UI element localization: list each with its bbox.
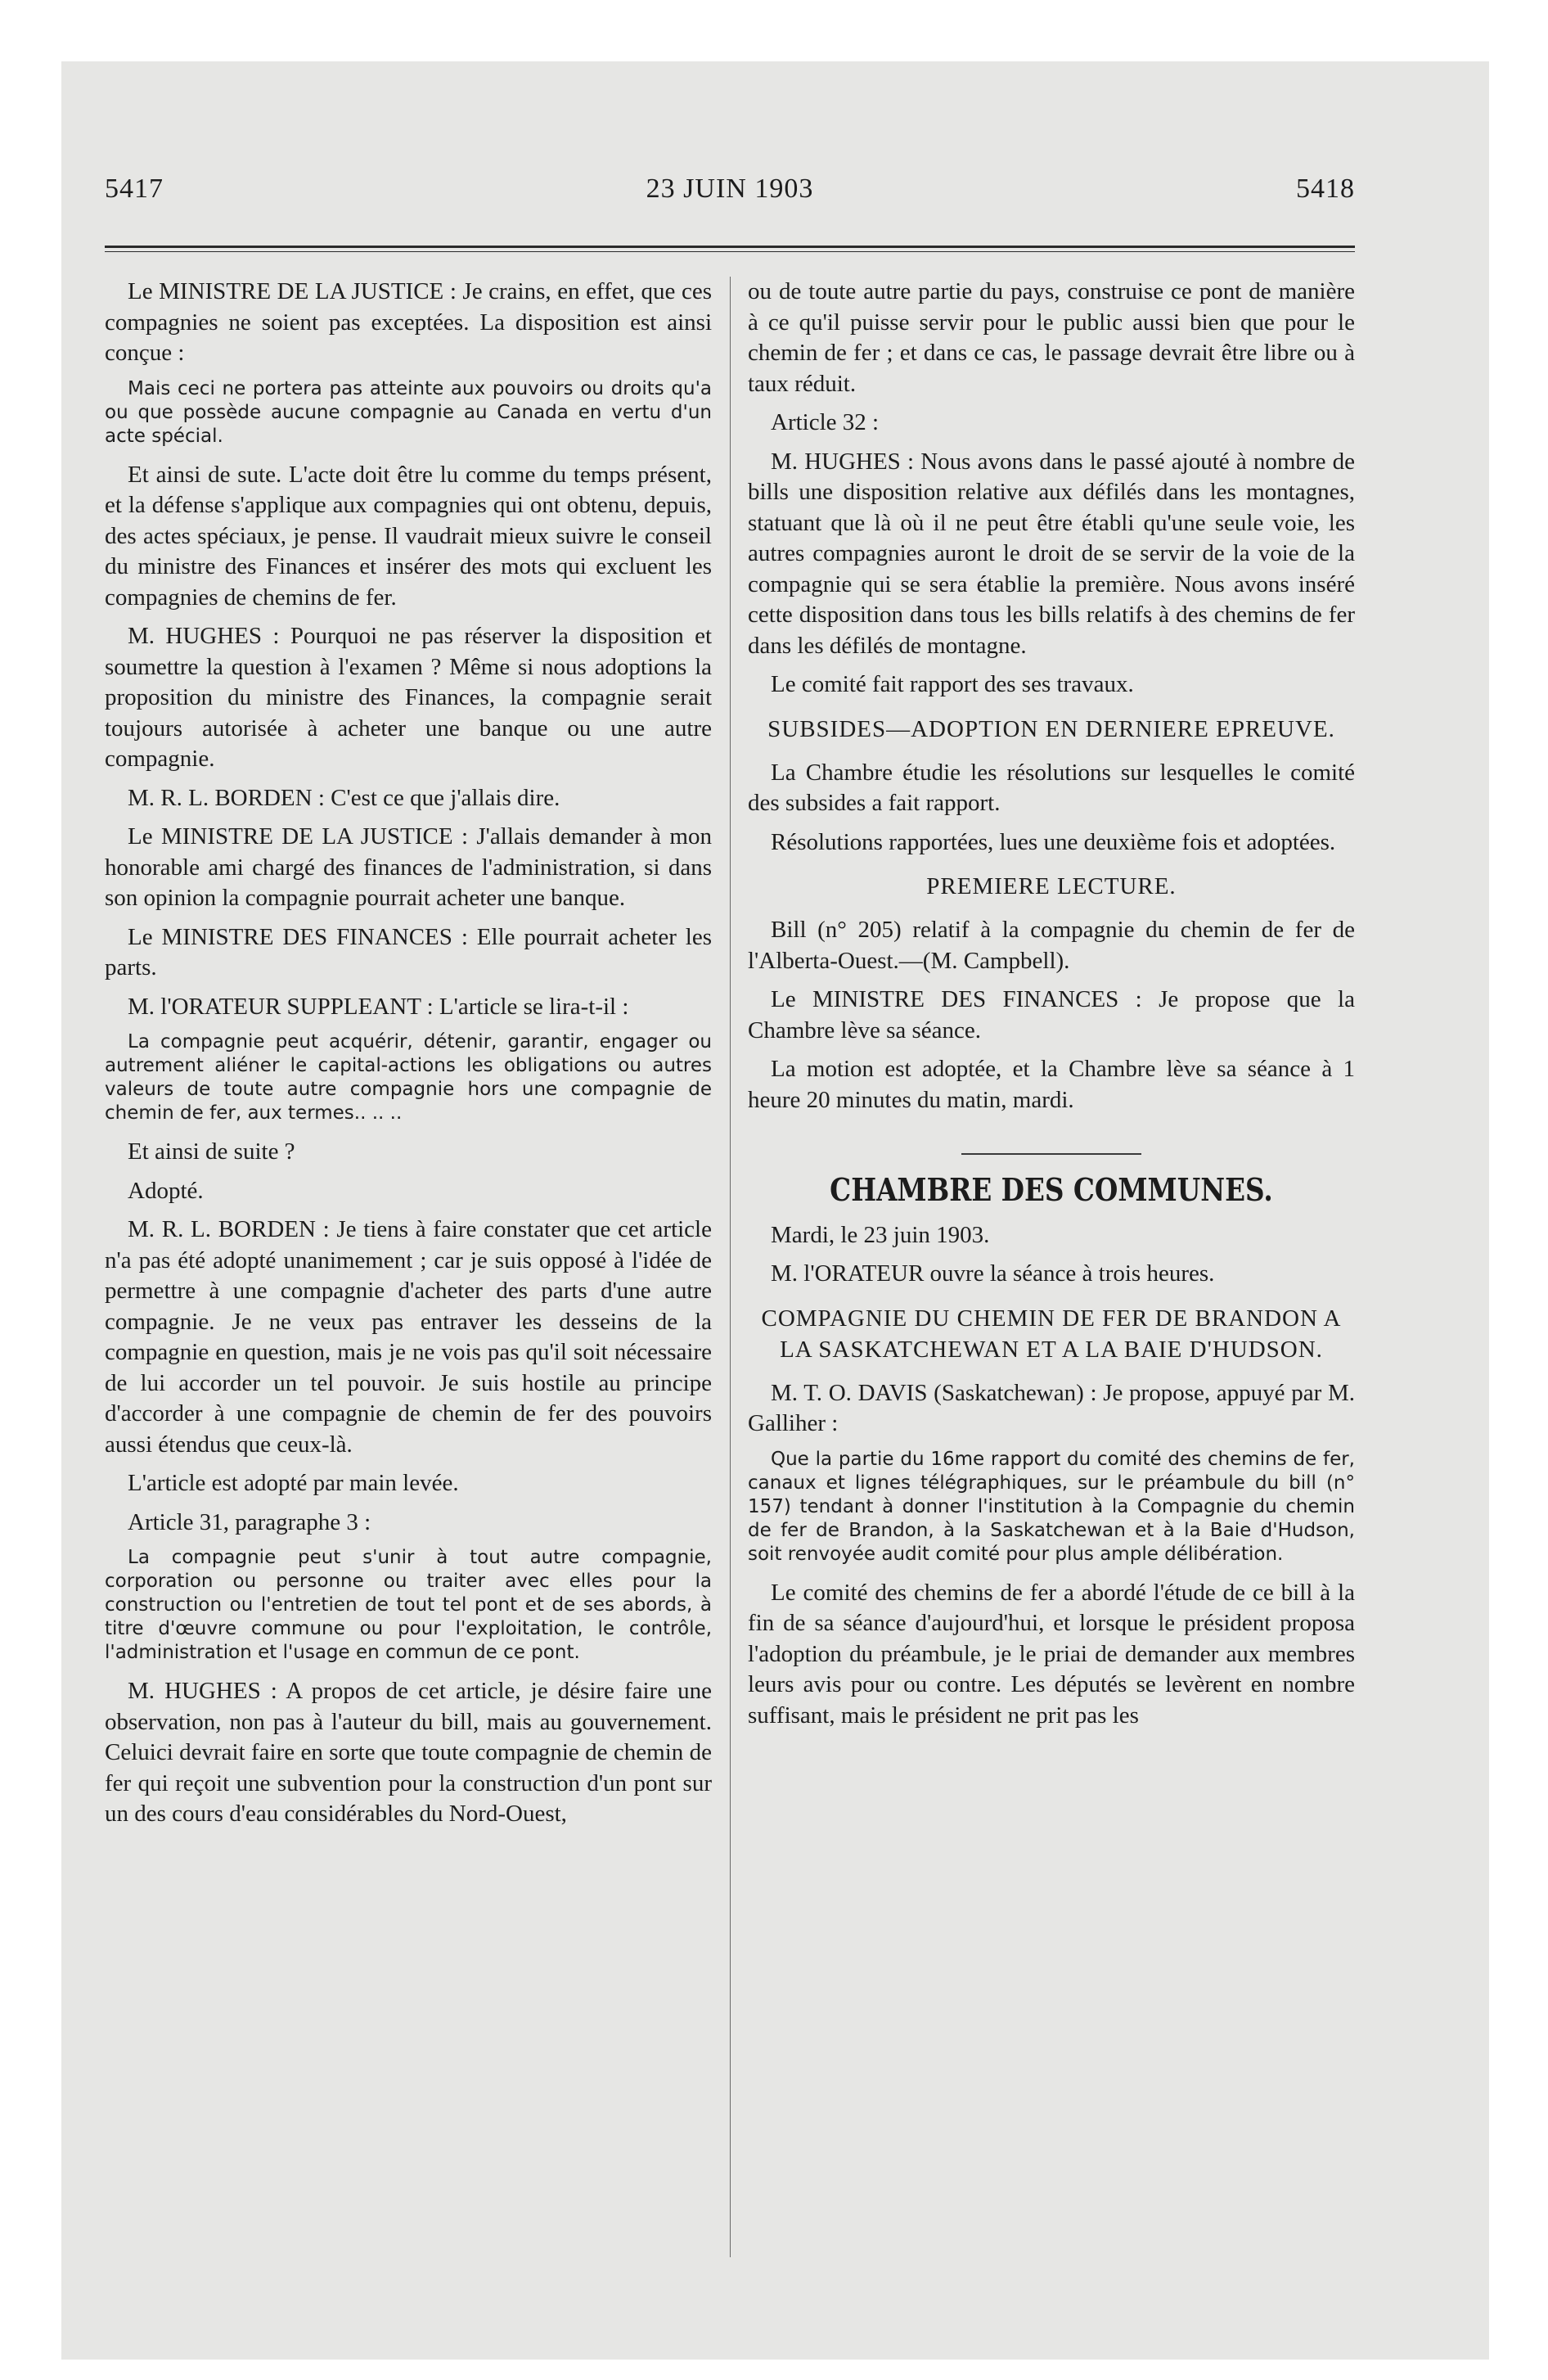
header-rule-thin [105,251,1355,252]
paragraph: La Chambre étudie les résolutions sur lesquelles le comité des subsides a fait rapport. [748,759,1355,816]
paragraph: Le comité des chemins de fer a abordé l'étude de ce bill à la fin de sa séance d'aujourd'hui, et lorsque le président proposa l'adoption du préambule, je le priai de demander aux membres leurs avis pour ou contre. Les députés se levèrent en nombre suffisant, mais le président ne prit pas les [748,1579,1355,1729]
header-date: 23 JUIN 1903 [646,174,814,204]
quoted-clause: La compagnie peut acquérir, détenir, garantir, engager ou autrement aliéner le capital-actions les obligations ou autres valeurs de toute autre compagnie hors une compagnie de chemin de fer, aux termes.. .. .. [105,1031,712,1124]
paragraph: Article 32 : [771,409,880,435]
paragraph: M. HUGHES : Nous avons dans le passé ajouté à nombre de bills une disposition relative aux défilés dans les montagnes, statuant que là où il ne peut être établi qu'une seule voie, les autres compagnies auront le droit de se servir de la voie de la compagnie qui se sera établie la première. Nous avons inséré cette disposition dans tous les bills relatifs à des chemins de fer dans les défilés de montagne. [748,448,1355,659]
paragraph: La motion est adoptée, et la Chambre lève sa séance à 1 heure 20 minutes du matin, mardi. [748,1056,1355,1113]
left-column [105,277,712,1838]
paragraph: M. R. L. BORDEN : C'est ce que j'allais dire. [128,784,560,811]
quoted-motion: Que la partie du 16me rapport du comité des chemins de fer, canaux et lignes télégraphiques, sur le préambule du bill (n° 157) tendant à donner l'institution à la Compagnie du chemin de fer de Brandon, à la Saskatchewan et à la Baie d'Hudson, soit renvoyée audit comité pour plus ample délibération. [748,1448,1355,1565]
chamber-title: CHAMBRE DES COMMUNES. [830,1171,1273,1208]
paragraph: M. HUGHES : Pourquoi ne pas réserver la disposition et soumettre la question à l'examen ? Même si nous adoptions la proposition du ministre des Finances, la compagnie serait toujours autorisée à acheter une banque ou une autre compagnie. [105,623,712,772]
paragraph: Le MINISTRE DES FINANCES : Elle pourrait acheter les parts. [105,923,712,980]
section-heading: SUBSIDES—ADOPTION EN DERNIERE EPREUVE. [767,715,1335,742]
section-rule [961,1153,1141,1155]
header-rule [105,246,1355,248]
paragraph: L'article est adopté par main levée. [128,1470,459,1496]
paragraph: Bill (n° 205) relatif à la compagnie du chemin de fer de l'Alberta-Ouest.—(M. Campbell). [748,917,1355,974]
section-heading: COMPAGNIE DU CHEMIN DE FER DE BRANDON A LA SASKATCHEWAN ET A LA BAIE D'HUDSON. [761,1305,1342,1363]
page-number-left: 5417 [105,174,164,204]
paragraph: M. l'ORATEUR SUPPLEANT : L'article se lira-t-il : [128,993,629,1020]
quoted-clause: La compagnie peut s'unir à tout autre compagnie, corporation ou personne ou traiter avec elles pour la construction ou l'entretien de tout tel pont et de ses abords, à titre d'œuvre commune ou pour l'exploitation, le contrôle, l'administration et l'usage en commun de ce pont. [105,1547,712,1663]
page-header [105,174,1355,223]
quoted-clause: Mais ceci ne portera pas atteinte aux pouvoirs ou droits qu'a ou que possède aucune compagnie au Canada en vertu d'un acte spécial. [105,377,712,447]
paragraph: M. HUGHES : A propos de cet article, je désire faire une observation, non pas à l'auteur du bill, mais au gouvernement. Celuici devrait faire en sorte que toute compagnie de chemin de fer qui reçoit une subvention pour la construction d'un pont sur un des cours d'eau considérables du Nord-Ouest, [105,1678,712,1827]
document-page [105,174,1355,1827]
section-heading: PREMIERE LECTURE. [926,873,1177,899]
paragraph: Article 31, paragraphe 3 : [128,1508,371,1535]
column-divider [730,277,731,2257]
page-number-right: 5418 [1296,174,1355,204]
paragraph: Le MINISTRE DE LA JUSTICE : J'allais demander à mon honorable ami chargé des finances de l'administration, si dans son opinion la compagnie pourrait acheter une banque. [105,823,712,911]
paragraph: Résolutions rapportées, lues une deuxième fois et adoptées. [771,828,1336,855]
paragraph: M. T. O. DAVIS (Saskatchewan) : Je propose, appuyé par M. Galliher : [748,1379,1355,1436]
paragraph: M. R. L. BORDEN : Je tiens à faire constater que cet article n'a pas été adopté unanimement ; car je suis opposé à l'idée de permettre à une compagnie d'acheter des parts d'une autre compagnie. Je ne veux pas entraver les desseins de la compagnie en question, mais je ne vois pas qu'il soit nécessaire de lui accorder un tel pouvoir. Je suis hostile au principe d'accorder à une compagnie de chemin de fer des pouvoirs aussi étendus que ceux-là. [105,1216,712,1458]
paragraph: Et ainsi de sute. L'acte doit être lu comme du temps présent, et la défense s'applique aux compagnies qui ont obtenu, depuis, des actes spéciaux, je pense. Il vaudrait mieux suivre le conseil du ministre des Finances et insérer des mots qui excluent les compagnies de chemins de fer. [105,461,712,611]
paragraph: Adopté. [128,1177,204,1204]
paragraph: Et ainsi de suite ? [128,1138,295,1165]
paragraph: Le comité fait rapport des ses travaux. [771,671,1134,697]
sitting-date: Mardi, le 23 juin 1903. [771,1221,990,1248]
paragraph: M. l'ORATEUR ouvre la séance à trois heures. [771,1260,1215,1287]
paragraph: Le MINISTRE DES FINANCES : Je propose que la Chambre lève sa séance. [748,986,1355,1044]
right-column [748,277,1355,1739]
paragraph: ou de toute autre partie du pays, construise ce pont de manière à ce qu'il puisse servir pour le public aussi bien que pour le chemin de fer ; et dans ce cas, le passage devrait être libre ou à taux réduit. [748,278,1355,397]
paragraph: Le MINISTRE DE LA JUSTICE : Je crains, en effet, que ces compagnies ne soient pas exceptées. La disposition est ainsi conçue : [105,278,712,366]
